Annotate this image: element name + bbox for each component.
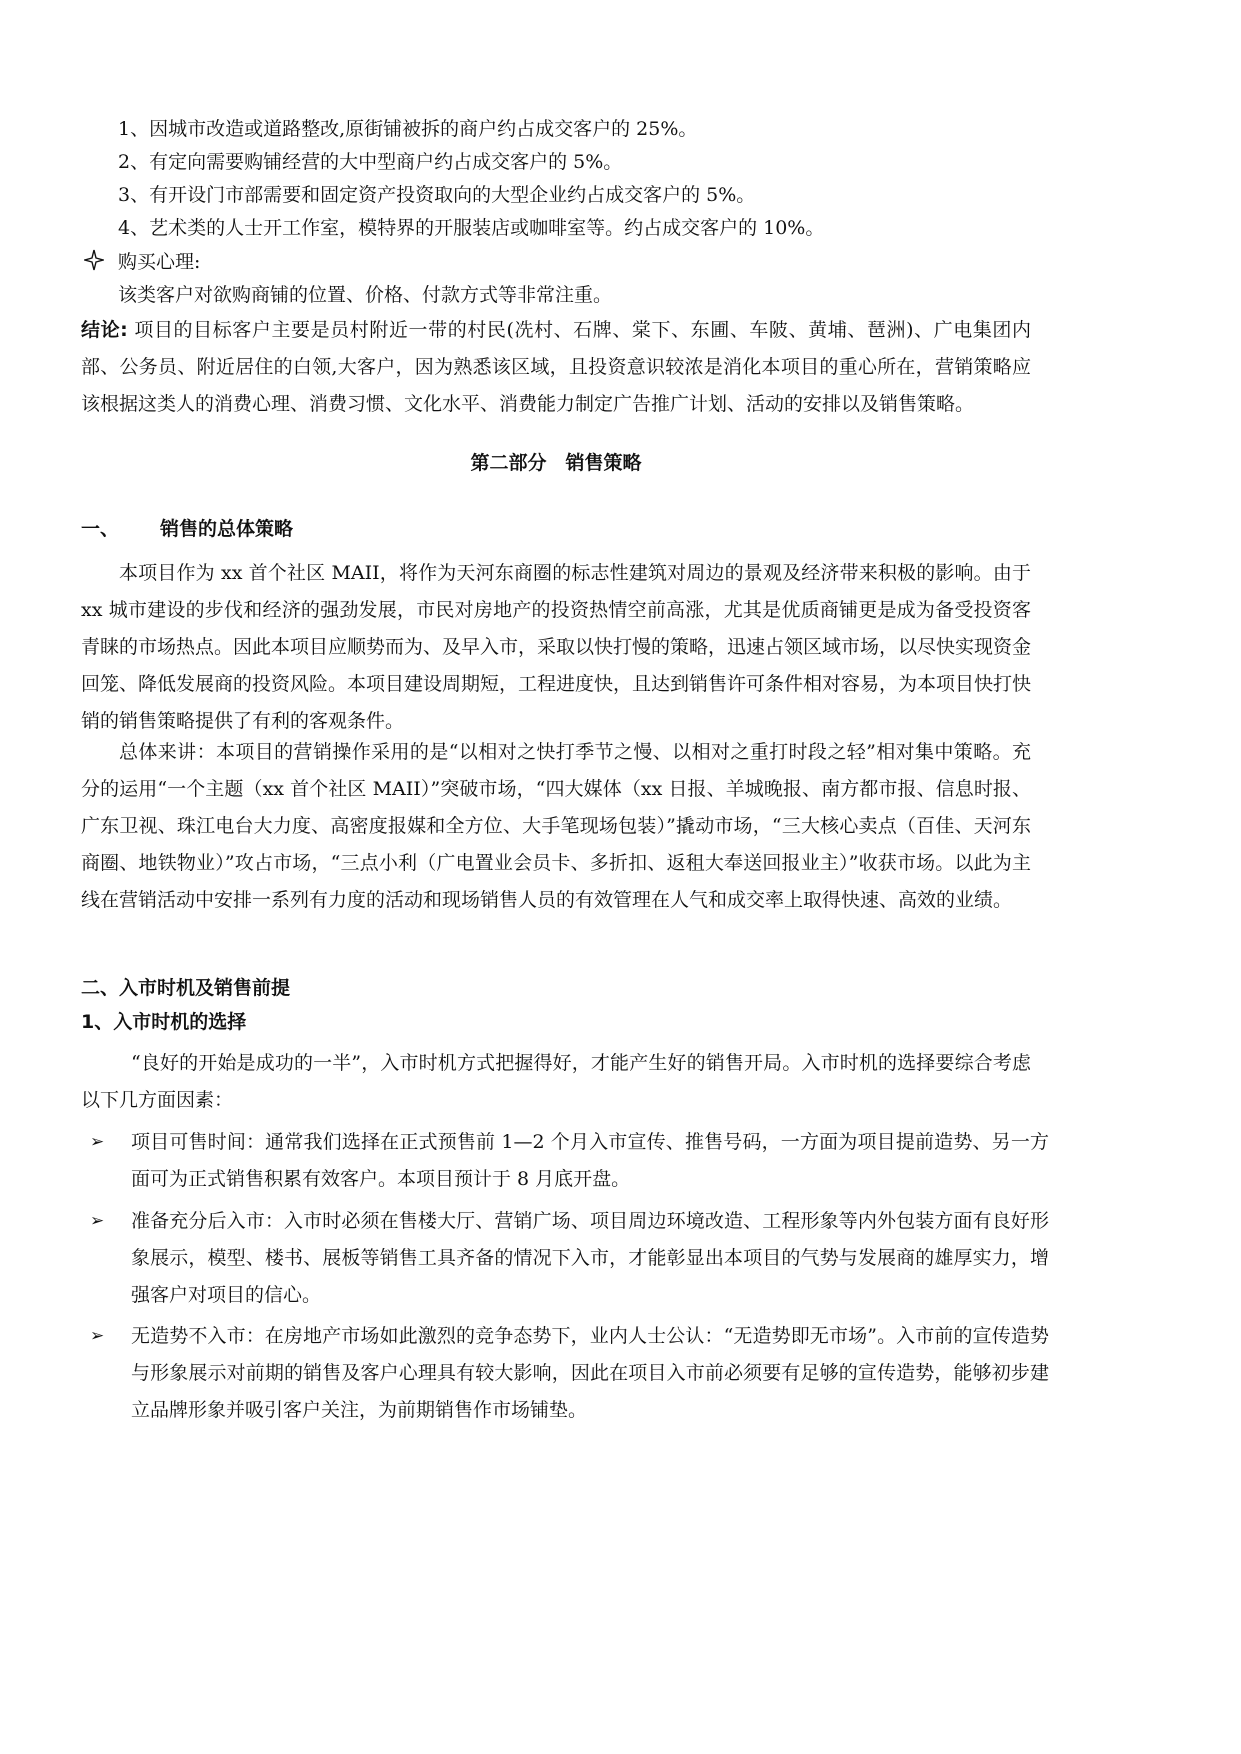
section2-title: 二、入市时机及销售前提: [81, 977, 291, 999]
intro-item: 3、有开设门市部需要和固定资产投资取向的大型企业约占成交客户的 5%。: [118, 184, 756, 206]
conclusion-label: 结论:: [81, 319, 128, 341]
section1-number: 一、: [81, 518, 120, 540]
section2-intro: “良好的开始是成功的一半”，入市时机方式把握得好，才能产生好的销售开局。入市时机的选择要综合考虑以下几方面因素：: [81, 1052, 1031, 1111]
psychology-text: 该类客户对欲购商铺的位置、价格、付款方式等非常注重。: [118, 284, 613, 306]
part-title: 第二部分 销售策略: [470, 452, 642, 474]
arrow-bullet-icon: ➢: [90, 1211, 105, 1231]
arrow-bullet-icon: ➢: [90, 1132, 105, 1152]
section1-title: 销售的总体策略: [160, 518, 294, 540]
list-item-text: 无造势不入市：在房地产市场如此激烈的竞争态势下，业内人士公认：“无造势即无市场”。入市前的宣传造势与形象展示对前期的销售及客户心理具有较大影响，因此在项目入市前必须要有足够的宣传造势，能够初步建立品牌形象并吸引客户关注，为前期销售作市场铺垫。: [131, 1325, 1049, 1421]
four-point-star-icon: [84, 249, 104, 277]
intro-item: 1、因城市改造或道路整改,原街铺被拆的商户约占成交客户的 25%。: [118, 118, 698, 140]
conclusion-paragraph: [81, 312, 1031, 423]
list-item-text: 准备充分后入市：入市时必须在售楼大厅、营销广场、项目周边环境改造、工程形象等内外包装方面有良好形象展示，模型、楼书、展板等销售工具齐备的情况下入市，才能彰显出本项目的气势与发展商的雄厚实力，增强客户对项目的信心。: [131, 1210, 1049, 1306]
section2-subtitle: 1、入市时机的选择: [81, 1011, 247, 1033]
conclusion-text: 项目的目标客户主要是员村附近一带的村民(冼村、石牌、棠下、东圃、车陂、黄埔、琶洲)、广电集团内部、公务员、附近居住的白领,大客户，因为熟悉该区域，且投资意识较浓是消化本项目的重心所在，营销策略应该根据这类人的消费心理、消费习惯、文化水平、消费能力制定广告推广计划、活动的安排以及销售策略。: [81, 319, 1031, 415]
section1-paragraph-2: 总体来讲：本项目的营销操作采用的是“以相对之快打季节之慢、以相对之重打时段之轻”相对集中策略。充分的运用“一个主题（xx 首个社区 MAII）”突破市场，“四大媒体（xx 日报、羊城晚报、南方都市报、信息时报、广东卫视、珠江电台大力度、高密度报媒和全方位、大手笔现场包装）”撬动市场，“三大核心卖点（百佳、天河东商圈、地铁物业）”攻占市场，“三点小利（广电置业会员卡、多折扣、返租大奉送回报业主）”收获市场。以此为主线在营销活动中安排一系列有力度的活动和现场销售人员的有效管理在人气和成交率上取得快速、高效的业绩。: [81, 741, 1031, 911]
list-item-text: 项目可售时间：通常我们选择在正式预售前 1—2 个月入市宣传、推售号码，一方面为项目提前造势、另一方面可为正式销售积累有效客户。本项目预计于 8 月底开盘。: [131, 1131, 1049, 1190]
arrow-bullet-icon: ➢: [90, 1326, 105, 1346]
psychology-heading: 购买心理:: [118, 251, 201, 273]
intro-item: 4、艺术类的人士开工作室，模特界的开服装店或咖啡室等。约占成交客户的 10%。: [118, 217, 825, 239]
intro-item: 2、有定向需要购铺经营的大中型商户约占成交客户的 5%。: [118, 151, 623, 173]
section1-paragraph-1: 本项目作为 xx 首个社区 MAII，将作为天河东商圈的标志性建筑对周边的景观及经济带来积极的影响。由于 xx 城市建设的步伐和经济的强劲发展，市民对房地产的投资热情空前高涨，尤其是优质商铺更是成为备受投资客青睐的市场热点。因此本项目应顺势而为、及早入市，采取以快打慢的策略，迅速占领区域市场，以尽快实现资金回笼、降低发展商的投资风险。本项目建设周期短，工程进度快，且达到销售许可条件相对容易，为本项目快打快销的销售策略提供了有利的客观条件。: [81, 562, 1032, 732]
